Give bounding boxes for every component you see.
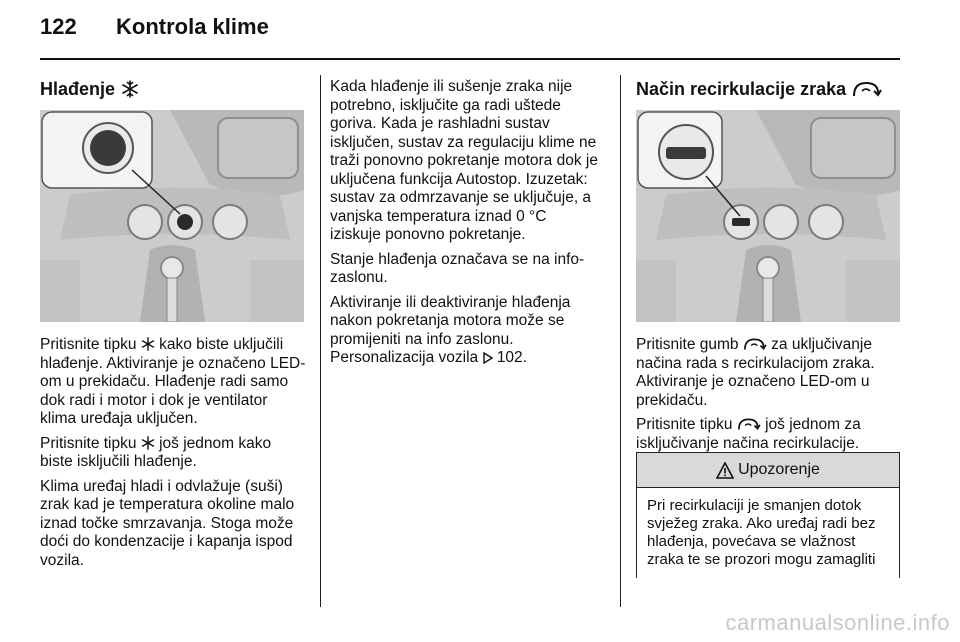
column-divider	[320, 75, 321, 607]
text-run: još jednom za isključivanje načina recirkulacije.	[636, 416, 861, 452]
warning-text: Pri recirkulaciji je smanjen dotok svježeg zraka. Ako uređaj radi bez hlađenja, povećava se vlažnost zraka te se prozori mogu zamagliti	[647, 497, 876, 568]
paragraph	[40, 336, 306, 429]
text-run: Pritisnite tipku	[636, 416, 733, 433]
paragraph	[330, 294, 598, 368]
cooling-button-illustration	[40, 110, 304, 322]
cooling-continued-section	[330, 78, 598, 374]
recirculation-icon	[743, 337, 767, 351]
snowflake-icon	[141, 436, 155, 450]
cooling-section	[40, 78, 306, 576]
recirculation-button-illustration	[636, 110, 900, 322]
recirculation-section	[636, 78, 900, 459]
text-run: Pritisnite tipku	[40, 434, 137, 452]
warning-triangle-icon	[716, 462, 734, 479]
text-run: Aktiviranje ili deaktiviranje hlađenja nakon pokretanja motora može se promijeniti na info zaslonu. Personalizacija vozila	[330, 293, 571, 366]
page-reference[interactable]: 102.	[496, 349, 527, 366]
page-number: 122	[40, 14, 77, 39]
section-heading-text: Način recirkulacije zraka	[636, 79, 847, 99]
triangle-ref-icon	[483, 352, 493, 364]
paragraph	[636, 336, 900, 410]
paragraph: Stanje hlađenja označava se na info-zaslonu.	[330, 250, 585, 286]
paragraph: Kada hlađenje ili sušenje zraka nije potrebno, isključite ga radi uštede goriva. Kada je rashladni sustav isključen, sustav za regulaciju klime ne traži ponovno pokretanje motora dok je uključena funkcija Autostop. Izuzetak: sustav za odmrzavanje se uključuje, a vanjska temperatura iznad 0 °C iziskuje ponovno pokretanje.	[330, 78, 598, 243]
warning-title: Upozorenje	[738, 461, 820, 478]
section-heading	[636, 78, 900, 100]
text-run: za uključivanje načina rada s recirkulacijom zraka. Aktiviranje je označeno LED-om u prekidaču.	[636, 336, 875, 409]
text-run: kako biste uključili hlađenje. Aktiviranje je označeno LED-om u prekidaču. Hlađenje radi samo dok radi i motor i dok je ventilator klima uređaja uključen.	[40, 336, 306, 427]
warning-box	[636, 452, 900, 578]
recirculation-icon	[852, 80, 882, 98]
paragraph	[636, 416, 900, 453]
paragraph	[40, 435, 306, 472]
text-run: Pritisnite tipku	[40, 336, 137, 353]
text-run: Pritisnite gumb	[636, 336, 739, 353]
warning-header	[637, 453, 899, 488]
page-header	[40, 14, 920, 58]
snowflake-icon	[141, 337, 155, 351]
header-rule	[40, 58, 900, 60]
section-heading	[40, 78, 306, 100]
snowflake-icon	[121, 80, 139, 98]
chapter-title: Kontrola klime	[116, 14, 269, 39]
text-run: još jednom kako biste isključili hlađenje.	[40, 434, 272, 470]
recirculation-icon	[737, 417, 761, 431]
column-divider	[620, 75, 621, 607]
section-heading-text: Hlađenje	[40, 79, 116, 99]
paragraph: Klima uređaj hladi i odvlažuje (suši) zrak kad je temperatura okoline malo iznad točke smrzavanja. Stoga može doći do kondenzacije i kapanja ispod vozila.	[40, 477, 295, 569]
watermark: carmanualsonline.info	[725, 610, 950, 635]
